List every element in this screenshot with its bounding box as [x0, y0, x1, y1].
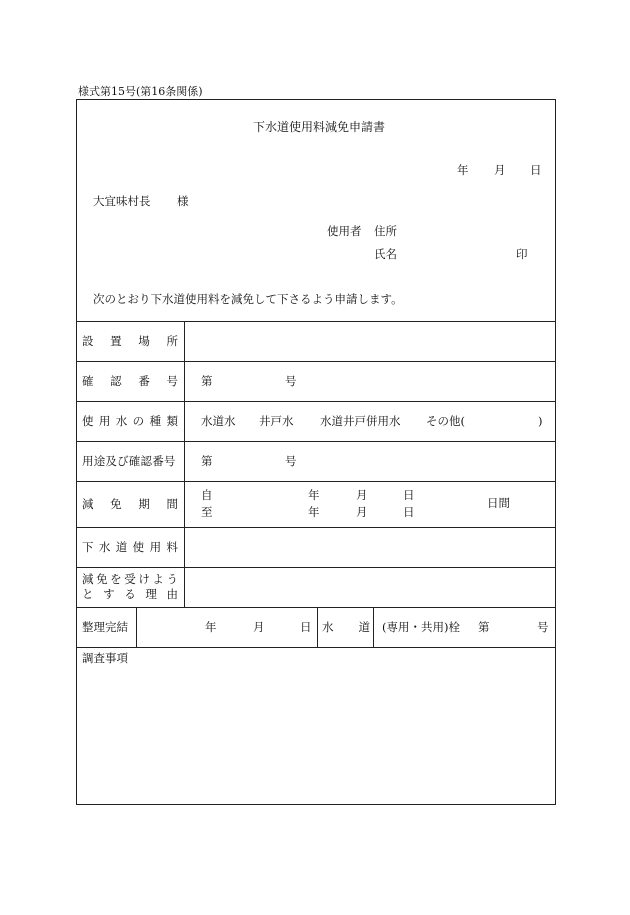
- addressee-name: 大宜味村長: [93, 194, 151, 208]
- label-column-divider: [184, 321, 185, 607]
- water-label-divider: [373, 607, 374, 647]
- location-label: 設 置 場 所: [82, 334, 178, 348]
- divider-header: [76, 321, 556, 322]
- exemption-period-label: 減 免 期 間: [82, 497, 178, 511]
- request-statement: 次のとおり下水道使用料を減免して下さるよう申請します。: [93, 292, 403, 306]
- divider-row5: [76, 527, 556, 528]
- completion-label-divider: [136, 607, 137, 647]
- period-from-month: 月: [356, 488, 368, 502]
- date-year: 年: [457, 163, 469, 177]
- water-option-tap: 水道水: [201, 414, 236, 428]
- completion-day: 日: [300, 620, 312, 634]
- water-option-combined: 水道井戸併用水: [320, 414, 401, 428]
- sewer-fee-label: 下 水 道 使 用 料: [82, 540, 178, 554]
- date-month: 月: [494, 163, 506, 177]
- divider-row6: [76, 567, 556, 568]
- applicant-name-label: 氏名: [374, 247, 397, 261]
- applicant-role: 使用者: [327, 224, 362, 238]
- divider-row1: [76, 361, 556, 362]
- divider-row7: [76, 607, 556, 608]
- completion-year: 年: [205, 620, 217, 634]
- water-option-well: 井戸水: [259, 414, 294, 428]
- period-from-day: 日: [403, 488, 415, 502]
- applicant-address-label: 住所: [374, 224, 397, 238]
- tap-prefix: 第: [478, 620, 490, 634]
- reason-label-line1: 減 免 を 受 け よ う: [82, 572, 178, 586]
- tap-suffix: 号: [537, 620, 549, 634]
- divider-row2: [76, 401, 556, 402]
- seal-mark: 印: [516, 247, 528, 261]
- divider-row4: [76, 481, 556, 482]
- investigation-notes-label: 調査事項: [82, 651, 128, 665]
- period-to: 至: [201, 505, 213, 519]
- completion-date-divider: [317, 607, 318, 647]
- completion-month: 月: [253, 620, 265, 634]
- divider-row3: [76, 441, 556, 442]
- form-number-label: 様式第15号(第16条関係): [78, 85, 203, 98]
- date-day: 日: [530, 163, 542, 177]
- period-from: 自: [201, 488, 213, 502]
- form-title: 下水道使用料減免申請書: [253, 120, 386, 134]
- usage-confirmation-label: 用途及び確認番号: [82, 454, 176, 468]
- confirmation-prefix: 第: [201, 374, 213, 388]
- usage-suffix: 号: [285, 454, 297, 468]
- usage-prefix: 第: [201, 454, 213, 468]
- addressee-honorific: 様: [177, 194, 189, 208]
- tap-type: (専用・共用)栓: [382, 620, 460, 634]
- period-days: 日間: [487, 496, 510, 510]
- completion-label: 整理完結: [82, 620, 128, 634]
- water-type-label: 使 用 水 の 種 類: [82, 414, 178, 428]
- confirmation-suffix: 号: [285, 374, 297, 388]
- water-option-other-close: ): [538, 414, 543, 428]
- period-to-day: 日: [403, 505, 415, 519]
- confirmation-number-label: 確 認 番 号: [82, 374, 178, 388]
- divider-footer: [76, 647, 556, 648]
- period-from-year: 年: [308, 488, 320, 502]
- reason-label-line2: と す る 理 由: [82, 587, 178, 601]
- water-label: 水 道: [322, 620, 370, 634]
- period-to-year: 年: [308, 505, 320, 519]
- water-option-other: その他(: [426, 414, 465, 428]
- period-to-month: 月: [356, 505, 368, 519]
